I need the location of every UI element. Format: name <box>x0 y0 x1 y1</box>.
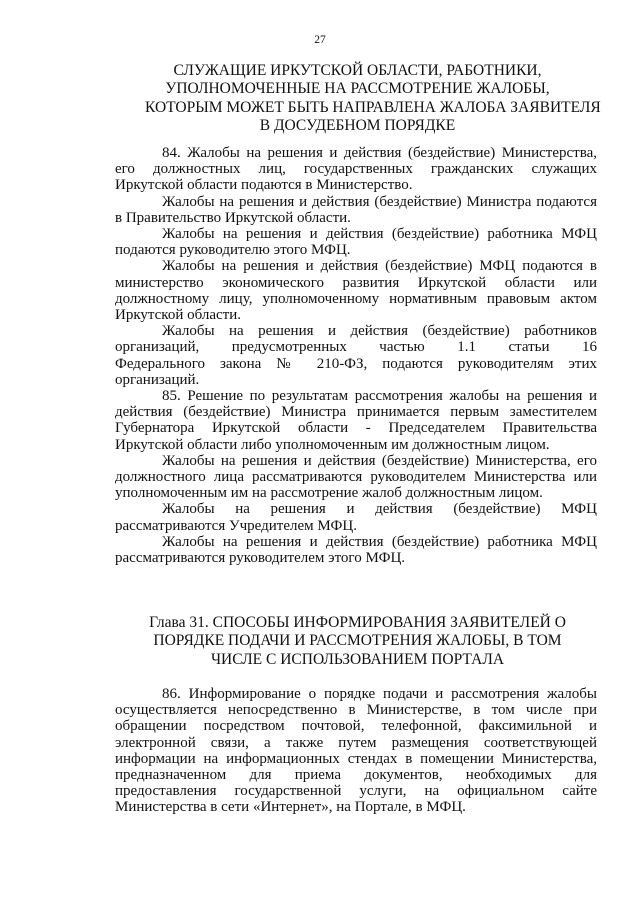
text-line: Жалобы на решения и действия (бездействие) МФЦ подаются в <box>162 258 597 275</box>
text-line: действия (бездействие) Министра принимается первым заместителем <box>115 404 597 421</box>
text-line: Жалобы на решения и действия (бездействие) МФЦ <box>162 501 597 518</box>
heading-line: СЛУЖАЩИЕ ИРКУТСКОЙ ОБЛАСТИ, РАБОТНИКИ, <box>173 62 542 79</box>
paragraph-86 <box>115 686 597 816</box>
paragraph-ministry-complaints-review <box>115 453 597 502</box>
section-heading-complaint-officials <box>145 62 601 136</box>
paragraph-mfc-complaints-review <box>115 501 597 533</box>
text-line: 85. Решение по результатам рассмотрения жалобы на решения и <box>162 388 597 405</box>
text-line: Жалобы на решения и действия (бездействие) работников <box>162 323 597 340</box>
text-line: рассматриваются Учредителем МФЦ. <box>115 517 357 534</box>
text-line: Иркутской области либо уполномоченным им должностным лицом. <box>115 436 550 453</box>
text-line: уполномоченным им на рассмотрение жалоб должностным лицом. <box>115 485 543 502</box>
text-line: осуществляется непосредственно в Министерстве, в том числе при <box>115 702 597 719</box>
paragraph-mfc-worker-complaints <box>115 226 597 258</box>
text-line: Федерального закона № 210-ФЗ, подаются руководителям этих <box>115 355 597 372</box>
text-line: его должностных лиц, государственных гражданских служащих <box>115 161 597 178</box>
section-complaint-addressees <box>115 145 597 566</box>
chapter-31-heading <box>145 614 570 669</box>
text-line: Министерства в сети «Интернет», на Портале, в МФЦ. <box>115 799 466 816</box>
heading-line: ЧИСЛЕ С ИСПОЛЬЗОВАНИЕМ ПОРТАЛА <box>210 650 505 668</box>
text-line: предназначенном для приема документов, необходимых для <box>115 767 597 784</box>
text-line: Жалобы на решения и действия (бездействие) работника МФЦ <box>162 533 597 550</box>
text-line: обращении посредством почтовой, телефонной, факсимильной и <box>115 718 597 735</box>
heading-line: В ДОСУДЕБНОМ ПОРЯДКЕ <box>259 117 456 135</box>
section-informing-applicants <box>115 686 597 816</box>
paragraph-organization-workers-complaints <box>115 323 597 388</box>
page-number: 27 <box>314 34 326 46</box>
text-line: должностного лица рассматриваются руководителем Министерства или <box>115 469 597 486</box>
heading-line: КОТОРЫМ МОЖЕТ БЫТЬ НАПРАВЛЕНА ЖАЛОБА ЗАЯВИТЕЛЯ <box>145 98 601 116</box>
heading-line: ПОРЯДКЕ ПОДАЧИ И РАССМОТРЕНИЯ ЖАЛОБЫ, В ТОМ <box>153 632 562 650</box>
text-line: 86. Информирование о порядке подачи и рассмотрения жалобы <box>162 686 597 702</box>
text-line: электронной связи, а также путем размещения соответствующей <box>115 734 597 751</box>
text-line: министерство экономического развития Иркутской области или <box>115 274 597 291</box>
text-line: подаются руководителю этого МФЦ. <box>115 242 351 259</box>
heading-line: Глава 31. СПОСОБЫ ИНФОРМИРОВАНИЯ ЗАЯВИТЕЛЕЙ О <box>149 614 566 631</box>
text-line: организаций, предусмотренных частью 1.1 статьи 16 <box>115 339 597 356</box>
paragraph-minister-complaints <box>115 194 597 226</box>
text-line: Иркутской области подаются в Министерство. <box>115 177 413 194</box>
text-line: информации на информационных стендах в помещении Министерства, <box>115 750 597 767</box>
text-line: Жалобы на решения и действия (бездействие) Министерства, его <box>162 452 597 469</box>
text-line: Жалобы на решения и действия (бездействие) Министра подаются <box>162 193 597 210</box>
paragraph-84 <box>115 145 597 194</box>
text-line: Иркутской области. <box>115 307 241 324</box>
paragraph-85 <box>115 388 597 453</box>
text-line: 84. Жалобы на решения и действия (бездействие) Министерства, <box>162 145 597 161</box>
text-line: в Правительство Иркутской области. <box>115 209 351 226</box>
paragraph-mfc-worker-complaints-review <box>115 534 597 566</box>
text-line: должностному лицу, уполномоченному нормативным правовым актом <box>115 290 597 307</box>
paragraph-mfc-complaints <box>115 258 597 323</box>
text-line: рассматриваются руководителем этого МФЦ. <box>115 550 406 567</box>
text-line: Губернатора Иркутской области - Председателем Правительства <box>115 420 597 437</box>
text-line: Жалобы на решения и действия (бездействие) работника МФЦ <box>162 226 597 243</box>
text-line: организаций. <box>115 371 200 388</box>
text-line: предоставления государственной услуги, на официальном сайте <box>115 783 597 800</box>
heading-line: УПОЛНОМОЧЕННЫЕ НА РАССМОТРЕНИЕ ЖАЛОБЫ, <box>165 80 550 98</box>
